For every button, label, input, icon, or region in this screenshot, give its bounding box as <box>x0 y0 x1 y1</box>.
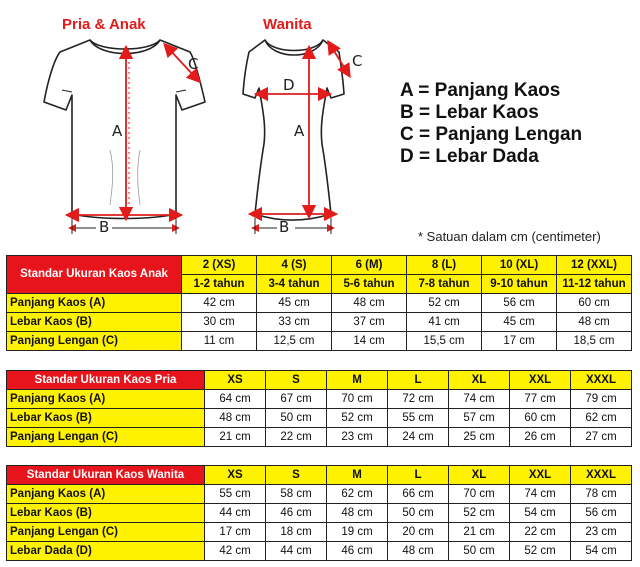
table-cell: 54 cm <box>571 542 632 561</box>
table-cell: 62 cm <box>571 409 632 428</box>
row-label: Lebar Dada (D) <box>7 542 205 561</box>
table-cell: 23 cm <box>327 428 388 447</box>
table-cell: 52 cm <box>327 409 388 428</box>
kids-size-header: 10 (XL) <box>482 256 557 275</box>
table-cell: 44 cm <box>266 542 327 561</box>
men-size-header: XL <box>449 371 510 390</box>
table-cell: 42 cm <box>205 542 266 561</box>
women-size-header: M <box>327 466 388 485</box>
kids-age-header: 11-12 tahun <box>557 275 632 294</box>
kids-age-header: 9-10 tahun <box>482 275 557 294</box>
row-label: Panjang Kaos (A) <box>7 390 205 409</box>
table-cell: 22 cm <box>510 523 571 542</box>
men-size-header: L <box>388 371 449 390</box>
table-cell: 37 cm <box>332 313 407 332</box>
table-cell: 11 cm <box>182 332 257 351</box>
table-row <box>7 523 632 542</box>
men-size-table <box>6 370 632 447</box>
table-cell: 58 cm <box>266 485 327 504</box>
women-figure-title: Wanita <box>263 16 312 33</box>
table-cell: 17 cm <box>482 332 557 351</box>
kids-age-header: 3-4 tahun <box>257 275 332 294</box>
kids-size-header: 4 (S) <box>257 256 332 275</box>
table-cell: 45 cm <box>257 294 332 313</box>
row-label: Panjang Lengan (C) <box>7 523 205 542</box>
women-label-c: C <box>352 52 363 70</box>
table-cell: 44 cm <box>205 504 266 523</box>
table-cell: 42 cm <box>182 294 257 313</box>
table-cell: 20 cm <box>388 523 449 542</box>
men-size-header: XS <box>205 371 266 390</box>
table-cell: 18 cm <box>266 523 327 542</box>
kids-age-header: 5-6 tahun <box>332 275 407 294</box>
unit-note: * Satuan dalam cm (centimeter) <box>418 229 601 244</box>
table-row <box>7 332 632 351</box>
table-cell: 12,5 cm <box>257 332 332 351</box>
table-cell: 27 cm <box>571 428 632 447</box>
row-label: Panjang Lengan (C) <box>7 428 205 447</box>
kids-size-table <box>6 255 632 351</box>
row-label: Panjang Kaos (A) <box>7 294 182 313</box>
women-label-d: D <box>283 76 295 94</box>
men-size-header: M <box>327 371 388 390</box>
table-cell: 57 cm <box>449 409 510 428</box>
kids-age-header: 1-2 tahun <box>182 275 257 294</box>
table-cell: 30 cm <box>182 313 257 332</box>
table-row <box>7 428 632 447</box>
table-cell: 72 cm <box>388 390 449 409</box>
table-cell: 56 cm <box>571 504 632 523</box>
measurement-legend <box>400 80 582 168</box>
table-cell: 48 cm <box>332 294 407 313</box>
women-size-header: XXL <box>510 466 571 485</box>
table-cell: 21 cm <box>449 523 510 542</box>
table-cell: 70 cm <box>327 390 388 409</box>
kids-size-header: 8 (L) <box>407 256 482 275</box>
table-cell: 24 cm <box>388 428 449 447</box>
women-size-header: XL <box>449 466 510 485</box>
kids-size-header: 12 (XXL) <box>557 256 632 275</box>
table-cell: 66 cm <box>388 485 449 504</box>
row-label: Lebar Kaos (B) <box>7 313 182 332</box>
table-cell: 21 cm <box>205 428 266 447</box>
kids-size-header: 2 (XS) <box>182 256 257 275</box>
table-cell: 70 cm <box>449 485 510 504</box>
women-size-header: XXXL <box>571 466 632 485</box>
legend-item-a: A = Panjang Kaos <box>400 80 561 101</box>
legend-item-b: B = Lebar Kaos <box>400 102 539 123</box>
table-cell: 64 cm <box>205 390 266 409</box>
men-shirt-diagram <box>0 0 215 240</box>
table-cell: 60 cm <box>557 294 632 313</box>
men-size-header: XXXL <box>571 371 632 390</box>
table-cell: 45 cm <box>482 313 557 332</box>
women-size-header: XS <box>205 466 266 485</box>
table-row <box>7 390 632 409</box>
men-size-header: S <box>266 371 327 390</box>
table-cell: 74 cm <box>510 485 571 504</box>
women-label-a: A <box>294 122 305 140</box>
table-cell: 56 cm <box>482 294 557 313</box>
table-cell: 19 cm <box>327 523 388 542</box>
women-size-header: L <box>388 466 449 485</box>
row-label: Panjang Kaos (A) <box>7 485 205 504</box>
men-label-a: A <box>112 122 123 140</box>
table-cell: 74 cm <box>449 390 510 409</box>
men-size-header: XXL <box>510 371 571 390</box>
table-row <box>7 504 632 523</box>
table-cell: 50 cm <box>449 542 510 561</box>
women-shirt-diagram <box>215 0 375 240</box>
table-cell: 55 cm <box>205 485 266 504</box>
table-cell: 25 cm <box>449 428 510 447</box>
table-cell: 17 cm <box>205 523 266 542</box>
table-cell: 52 cm <box>449 504 510 523</box>
table-cell: 46 cm <box>266 504 327 523</box>
table-cell: 55 cm <box>388 409 449 428</box>
men-shirt-outline <box>44 40 205 219</box>
table-cell: 78 cm <box>571 485 632 504</box>
table-cell: 48 cm <box>388 542 449 561</box>
women-label-b: B <box>279 218 290 236</box>
legend-item-c: C = Panjang Lengan <box>400 124 583 145</box>
women-size-table <box>6 465 632 561</box>
row-label: Lebar Kaos (B) <box>7 409 205 428</box>
table-cell: 48 cm <box>557 313 632 332</box>
table-cell: 54 cm <box>510 504 571 523</box>
table-cell: 52 cm <box>407 294 482 313</box>
men-label-b: B <box>99 218 110 236</box>
women-size-header: S <box>266 466 327 485</box>
table-row <box>7 313 632 332</box>
table-cell: 48 cm <box>327 504 388 523</box>
table-cell: 22 cm <box>266 428 327 447</box>
row-label: Lebar Kaos (B) <box>7 504 205 523</box>
table-cell: 18,5 cm <box>557 332 632 351</box>
women-table-title: Standar Ukuran Kaos Wanita <box>7 466 205 485</box>
table-cell: 79 cm <box>571 390 632 409</box>
men-table-title: Standar Ukuran Kaos Pria <box>7 371 205 390</box>
table-cell: 23 cm <box>571 523 632 542</box>
table-cell: 50 cm <box>266 409 327 428</box>
table-cell: 52 cm <box>510 542 571 561</box>
table-cell: 41 cm <box>407 313 482 332</box>
kids-table-title: Standar Ukuran Kaos Anak <box>7 256 182 294</box>
table-cell: 14 cm <box>332 332 407 351</box>
table-row <box>7 485 632 504</box>
table-cell: 62 cm <box>327 485 388 504</box>
table-row <box>7 409 632 428</box>
table-cell: 46 cm <box>327 542 388 561</box>
men-figure-title: Pria & Anak <box>62 16 146 33</box>
legend-item-d: D = Lebar Dada <box>400 146 539 167</box>
table-row <box>7 294 632 313</box>
table-cell: 77 cm <box>510 390 571 409</box>
table-cell: 26 cm <box>510 428 571 447</box>
table-cell: 33 cm <box>257 313 332 332</box>
men-label-c: C <box>188 55 199 73</box>
table-cell: 48 cm <box>205 409 266 428</box>
kids-size-header: 6 (M) <box>332 256 407 275</box>
kids-age-header: 7-8 tahun <box>407 275 482 294</box>
table-cell: 67 cm <box>266 390 327 409</box>
row-label: Panjang Lengan (C) <box>7 332 182 351</box>
table-cell: 15,5 cm <box>407 332 482 351</box>
table-cell: 60 cm <box>510 409 571 428</box>
table-cell: 50 cm <box>388 504 449 523</box>
table-row <box>7 542 632 561</box>
